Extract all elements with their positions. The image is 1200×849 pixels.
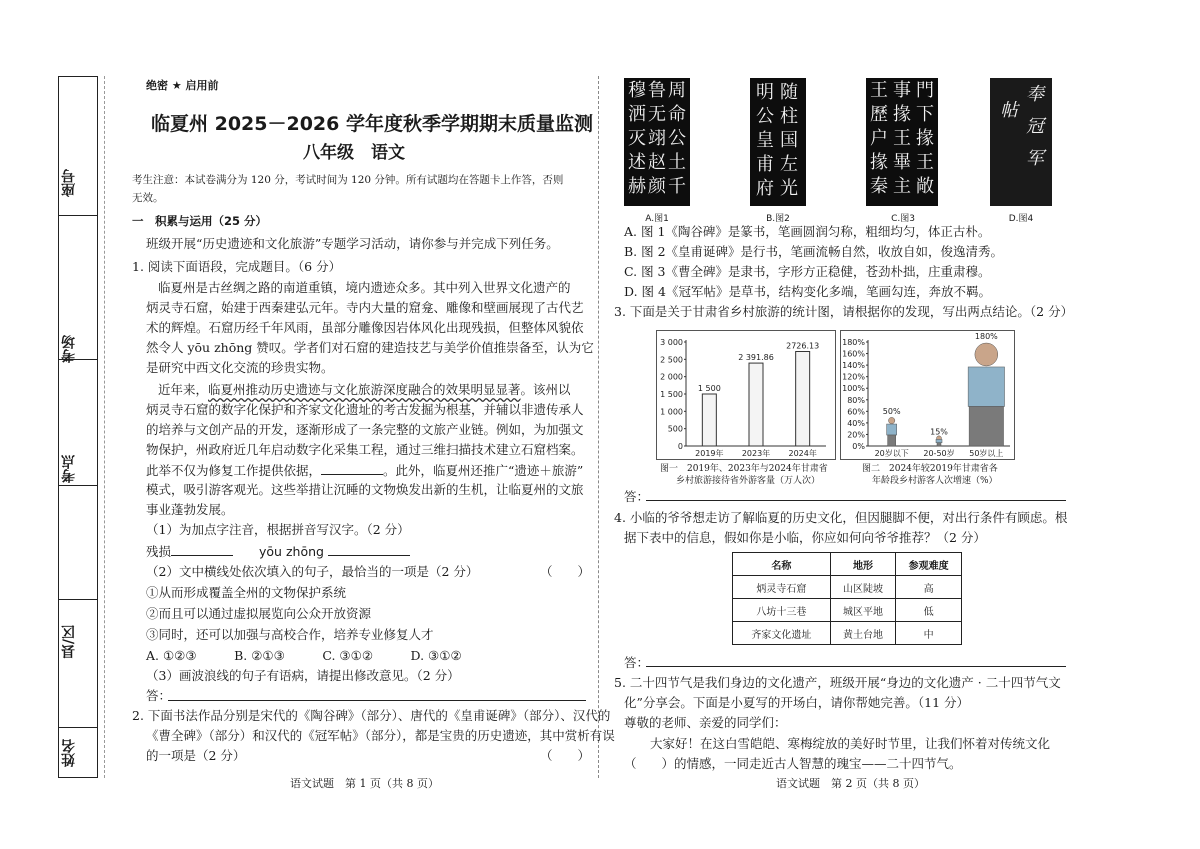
- y-tick-label: 0%: [852, 442, 865, 451]
- exam-room-label: 考场: [61, 335, 77, 363]
- x-tick-label: 20-50岁: [923, 449, 955, 458]
- answer-blank[interactable]: [171, 543, 233, 556]
- data-label: 50%: [882, 407, 901, 417]
- option-item: ①从而形成覆盖全州的文物保护系统: [146, 585, 347, 600]
- strip-divider: [59, 599, 97, 600]
- calligraphy-caption: B.图2: [766, 214, 790, 224]
- passage-line: 然令人 yōu zhōng 赞叹。学者们对石窟的建造技艺与美学价值推崇备至，认为它: [146, 340, 594, 355]
- table-cell: 低: [896, 599, 962, 622]
- y-tick-label: 20%: [847, 430, 865, 440]
- table-cell: 中: [896, 622, 962, 645]
- person-legs: [888, 435, 896, 446]
- exam-subtitle: 八年级 语文: [303, 143, 405, 163]
- data-label: 2726.13: [786, 341, 820, 351]
- bar: [749, 363, 763, 446]
- answer-line[interactable]: [646, 500, 1066, 501]
- answer-label: 答：: [146, 688, 172, 703]
- answer-line[interactable]: [168, 700, 586, 701]
- data-label: 180%: [974, 332, 998, 341]
- question-4-line: 4. 小临的爷爷想走访了解临夏的历史文化，但因腿脚不便，对出行条件有顾虑。根: [614, 510, 1068, 525]
- passage-line: 术的辉煌。石窟历经千年风雨，虽部分雕像因岩体风化出现残损，但整体风貌依: [146, 320, 584, 335]
- question-5-line: 5. 二十四节气是我们身边的文化遗产，班级开展“身边的文化遗产 · 二十四节气文: [614, 675, 1061, 690]
- passage-line: 是研究中西文化交流的珍贵实物。: [146, 360, 334, 375]
- table-header: 地形: [830, 553, 896, 576]
- chart-caption: 图二 2024年较2019年甘肃省各: [862, 464, 998, 474]
- speech-line: 大家好！在这白雪皑皑、寒梅绽放的美好时节里，让我们怀着对传统文化: [650, 736, 1051, 751]
- y-tick-label: 140%: [842, 361, 865, 371]
- bar: [702, 394, 716, 446]
- fill-blank[interactable]: [321, 462, 383, 475]
- y-tick-label: 3 000: [660, 338, 683, 347]
- option-item: ②而且可以通过虚拟展览向公众开放资源: [146, 606, 372, 621]
- table-cell: 城区平地: [830, 599, 896, 622]
- person-body: [936, 439, 942, 442]
- question-1: 1. 阅读下面语段，完成题目。（6 分）: [132, 259, 342, 274]
- y-tick-label: 1 000: [660, 407, 683, 417]
- x-tick-label: 20岁以下: [874, 449, 909, 458]
- question-2-line: 2. 下面书法作品分别是宋代的《陶谷碑》（部分）、唐代的《皇甫诞碑》（部分）、汉代的: [132, 708, 611, 723]
- subquestion-2: （2）文中横线处依次填入的句子，最恰当的一项是（2 分）: [146, 564, 479, 579]
- task-intro: 班级开展“历史遗迹和文化旅游”专题学习活动，请你参与并完成下列任务。: [146, 236, 559, 251]
- chart-caption: 乡村旅游接待省外游客量（万人次）: [676, 476, 821, 486]
- answer-label: 答：: [624, 489, 650, 504]
- confidential-mark: 绝密 ★ 启用前: [146, 79, 219, 92]
- option-d: D. 图 4《冠军帖》是草书，结构变化多端，笔画勾连，奔放不羁。: [624, 284, 991, 299]
- table-cell: 高: [896, 576, 962, 599]
- x-tick-label: 2023年: [741, 449, 771, 458]
- binding-strip: [58, 76, 98, 778]
- seat-number-label: 座号: [61, 169, 77, 197]
- attraction-table: [732, 552, 962, 645]
- passage-line: 此举不仅为修复工作提供依据， 。此外，临夏州还推广“遗迹＋旅游”: [146, 463, 584, 478]
- bar-chart-2: [840, 330, 1015, 460]
- bar: [796, 351, 810, 446]
- exam-title: 临夏州 2025－2026 学年度秋季学期期末质量监测: [151, 113, 593, 135]
- y-tick-label: 0: [677, 442, 683, 451]
- table-cell: 黄土台地: [830, 622, 896, 645]
- question-4-line: 据下表中的信息，假如你是小临，你应如何向爷爷推荐？（2 分）: [624, 530, 986, 545]
- strip-divider: [59, 727, 97, 728]
- notice-line-1: 考生注意：本试卷满分为 120 分，考试时间为 120 分钟。所有试题均在答题卡上作答，否则: [132, 174, 564, 186]
- table-cell: 齐家文化遗址: [733, 622, 831, 645]
- subquestion-3: （3）画波浪线的句子有语病，请提出修改意见。（2 分）: [146, 668, 460, 683]
- option-a: A. 图 1《陶谷碑》是篆书，笔画圆润匀称，粗细均匀，体正古朴。: [624, 224, 991, 239]
- table-cell: 炳灵寺石窟: [733, 576, 831, 599]
- answer-label: 答：: [624, 655, 650, 670]
- y-tick-label: 100%: [842, 384, 865, 394]
- x-tick-label: 2019年: [695, 449, 724, 458]
- calligraphy-image-3: 門 下 掾 王 敞 事 掾 王 畢 主 王 歷 户 掾 秦: [866, 78, 938, 206]
- page-footer: 语文试题 第 2 页（共 8 页）: [776, 777, 925, 790]
- strip-divider: [59, 215, 97, 216]
- chart-caption: 年龄段乡村游客人次增速（%）: [872, 476, 998, 486]
- choice-row: A. ①②③ B. ②①③ C. ③①② D. ③①②: [146, 648, 462, 663]
- answer-paren[interactable]: （ ）: [540, 748, 591, 763]
- option-b: B. 图 2《皇甫诞碑》是行书，笔画流畅自然，收放自如，俊逸清秀。: [624, 244, 1004, 259]
- strip-divider: [59, 485, 97, 486]
- passage-line: 临夏州是古丝绸之路的南道重镇，境内遗迹众多。其中列入世界文化遗产的: [158, 280, 571, 295]
- x-tick-label: 2024年: [788, 449, 817, 458]
- passage-line: 近年来，临夏州推动历史遗迹与文化旅游深度融合的效果明显显著。该州以: [158, 382, 571, 397]
- page-divider: [598, 76, 599, 778]
- person-legs: [937, 443, 941, 446]
- person-body: [968, 367, 1004, 407]
- y-tick-label: 40%: [847, 418, 865, 428]
- speech-line[interactable]: （ ）的情感，一同走近古人智慧的瑰宝——二十四节气。: [624, 756, 962, 771]
- y-tick-label: 180%: [842, 338, 865, 347]
- table-header: 参观难度: [896, 553, 962, 576]
- question-3: 3. 下面是关于甘肃省乡村旅游的统计图，请根据你的发现，写出两点结论。（2 分）: [614, 304, 1074, 319]
- y-tick-label: 2 500: [660, 355, 683, 365]
- table-row: [733, 576, 962, 599]
- y-tick-label: 120%: [842, 372, 865, 382]
- passage-line: 模式，吸引游客观光。这些举措让沉睡的文物焕发出新的生机，让临夏州的文旅: [146, 482, 584, 497]
- calligraphy-image-1: 穆 洒 灭 述 赫 鲁 无 翊 赵 颜 周 命 公 土 千: [624, 78, 690, 206]
- option-item: ③同时，还可以加强与高校合作，培养专业修复人才: [146, 627, 434, 642]
- speech-greeting: 尊敬的老师、亲爱的同学们：: [624, 715, 787, 730]
- question-2-line: 的一项是（2 分）: [146, 748, 246, 763]
- answer-line[interactable]: [646, 666, 1066, 667]
- data-label: 2 391.86: [738, 353, 774, 363]
- passage-line: 事业蓬勃发展。: [146, 502, 234, 517]
- page-footer: 语文试题 第 1 页（共 8 页）: [290, 777, 439, 790]
- exam-site-label: 考点: [61, 455, 77, 483]
- calligraphy-caption: C.图3: [891, 214, 915, 224]
- answer-paren[interactable]: （ ）: [540, 564, 591, 579]
- data-label: 15%: [930, 427, 948, 437]
- y-tick-label: 1 500: [660, 390, 683, 399]
- binding-dashed-line: [104, 76, 105, 778]
- table-header: 名称: [733, 553, 831, 576]
- table-row: [733, 622, 962, 645]
- question-2-line: 《曹全碑》（部分）和汉代的《冠军帖》（部分），都是宝贵的历史遗迹，其中赏析有误: [146, 728, 615, 743]
- person-legs: [969, 406, 1003, 446]
- passage-line: 物保护，州政府近几年启动数字化采集工程，通过三维扫描技术建立石窟档案。: [146, 442, 584, 457]
- bar-chart-1: [656, 330, 836, 460]
- y-tick-label: 2 000: [660, 372, 683, 382]
- data-label: 1 500: [697, 384, 721, 393]
- notice-line-2: 无效。: [132, 192, 164, 204]
- answer-blank[interactable]: [328, 543, 410, 556]
- person-head: [975, 343, 998, 366]
- chart-caption: 图一 2019年、2023年与2024年甘肃省: [660, 464, 828, 474]
- person-body: [887, 424, 897, 435]
- calligraphy-caption: A.图1: [645, 214, 669, 224]
- person-figure-bar: [936, 436, 942, 446]
- option-c: C. 图 3《曹全碑》是隶书，字形方正稳健，苍劲朴拙，庄重肃穆。: [624, 264, 991, 279]
- calligraphy-caption: D.图4: [1008, 214, 1034, 224]
- calligraphy-image-2: 随 柱 国 左 光 明 公 皇 甫 府: [750, 78, 806, 206]
- table-row: [733, 599, 962, 622]
- name-label: 姓名: [61, 739, 77, 767]
- y-tick-label: 80%: [847, 395, 865, 405]
- subquestion-1: （1）为加点字注音，根据拼音写汉字。（2 分）: [146, 522, 410, 537]
- y-tick-label: 500: [667, 424, 683, 434]
- passage-line: 炳灵寺石窟的数字化保护和齐家文化遗址的考古发掘为根基，并辅以非遗传承人: [146, 402, 584, 417]
- table-cell: 八坊十三巷: [733, 599, 831, 622]
- table-cell: 山区陡坡: [830, 576, 896, 599]
- y-tick-label: 60%: [847, 407, 865, 417]
- county-label: 县/区: [61, 625, 77, 659]
- table-header-row: [733, 553, 962, 576]
- wavy-sentence: 临夏州推动历史遗迹与文化旅游深度融合的效果明显显著: [208, 382, 521, 397]
- calligraphy-image-4: 奉 冠 军 帖: [990, 78, 1052, 206]
- section-heading: 一 积累与运用（25 分）: [132, 214, 268, 228]
- person-head: [888, 417, 894, 423]
- passage-line: 炳灵寺石窟，始建于西秦建弘元年。寺内大量的窟龛、雕像和壁画展现了古代艺: [146, 300, 584, 315]
- question-5-line: 化”分享会。下面是小夏写的开场白，请你帮她完善。（11 分）: [624, 695, 970, 710]
- x-tick-label: 50岁以上: [969, 449, 1004, 458]
- y-tick-label: 160%: [842, 349, 865, 359]
- pinyin-row: 残损 yōu zhōng: [146, 543, 410, 560]
- passage-line: 的培养与文创产品的开发，逐渐形成了一条完整的文旅产业链。例如，为加强文: [146, 422, 584, 437]
